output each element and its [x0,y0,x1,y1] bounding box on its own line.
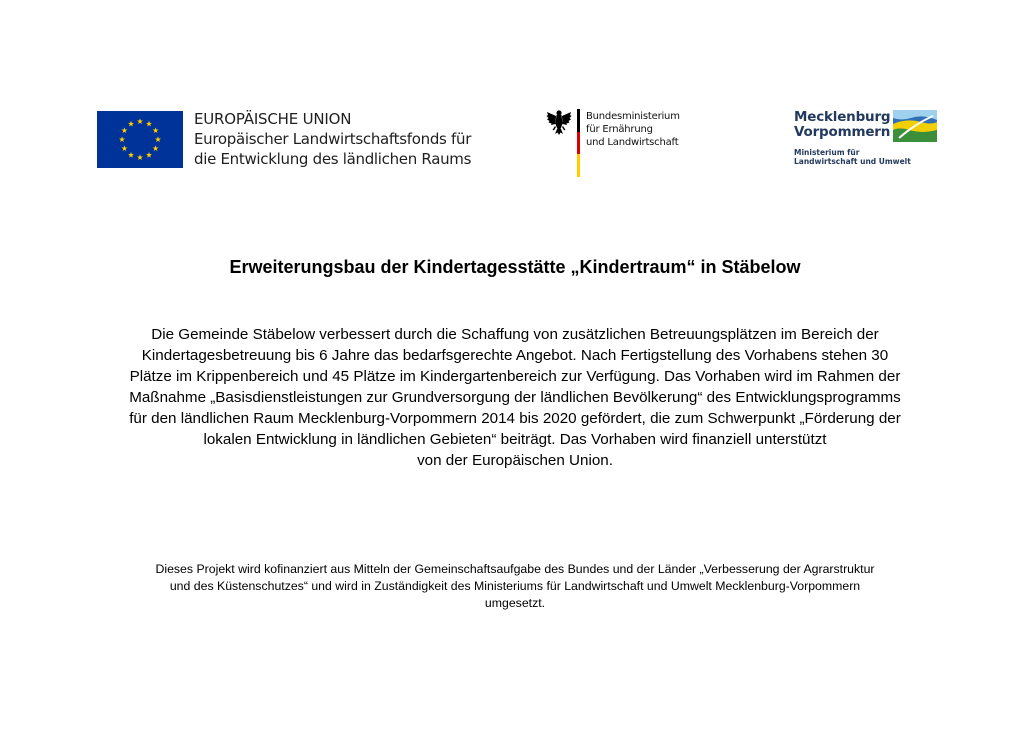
page-title: Erweiterungsbau der Kindertagesstätte „Kindertraum“ in Stäbelow [229,257,801,277]
flag-stripe [577,109,580,132]
funding-note [40,561,990,612]
bmel-line: für Ernährung [586,124,653,135]
description-line: Plätze im Krippenbereich und 45 Plätze im Kindergartenbereich zur Verfügung. Das Vorhaben wird im Rahmen der [129,368,901,385]
mv-landscape-icon [893,110,937,142]
description-line: Maßnahme „Basisdienstleistungen zur Grundversorgung der ländlichen Bevölkerung“ des Entwicklungsprogramms [129,389,901,406]
mv-ministry-line: Landwirtschaft und Umwelt [794,157,911,166]
description-line: Die Gemeinde Stäbelow verbessert durch die Schaffung von zusätzlichen Betreuungsplätzen im Bereich der [151,326,879,343]
mv-ministry-line: Ministerium für [794,148,860,157]
bmel-text [586,110,680,149]
mv-name-line: Vorpommern [794,124,891,140]
bmel-logo [546,109,680,177]
description-line: lokalen Entwicklung in ländlichen Gebieten“ beiträgt. Das Vorhaben wird finanziell unterstützt [203,431,827,448]
eu-text [194,109,471,169]
description-line: Kindertagesbetreuung bis 6 Jahre das bedarfsgerechte Angebot. Nach Fertigstellung des Vorhabens stehen 30 [141,347,889,364]
bmel-line: und Landwirtschaft [586,137,679,148]
flag-stripe [577,132,580,155]
project-description [60,324,970,471]
mv-name-line: Mecklenburg [794,109,891,125]
funding-line: und des Küstenschutzes“ und wird in Zuständigkeit des Ministeriums für Landwirtschaft und Umwelt Mecklenburg-Vorpommern [169,579,861,593]
eu-title: EUROPÄISCHE UNION [194,110,352,128]
description-line: für den ländlichen Raum Mecklenburg-Vorpommern 2014 bis 2020 gefördert, die zum Schwerpunkt „Förderung der [129,410,901,427]
funding-line: umgesetzt. [484,596,546,610]
eu-subtitle-line: Europäischer Landwirtschaftsfonds für [194,130,472,148]
mv-ministry [794,148,937,166]
bmel-line: Bundesministerium [586,111,680,122]
eu-flag-icon [97,111,183,168]
flag-stripe [577,154,580,177]
mv-name [794,110,890,140]
mv-logo [794,110,937,166]
funding-line: Dieses Projekt wird kofinanziert aus Mitteln der Gemeinschaftsaufgabe des Bundes und der Länder „Verbesserung der Agrarstruktur [155,562,875,576]
eu-subtitle-line: die Entwicklung des ländlichen Raums [194,150,472,168]
federal-eagle-icon [546,109,572,137]
eu-logo [97,111,471,169]
description-line: von der Europäischen Union. [417,452,613,469]
german-flag-bar [577,109,580,177]
